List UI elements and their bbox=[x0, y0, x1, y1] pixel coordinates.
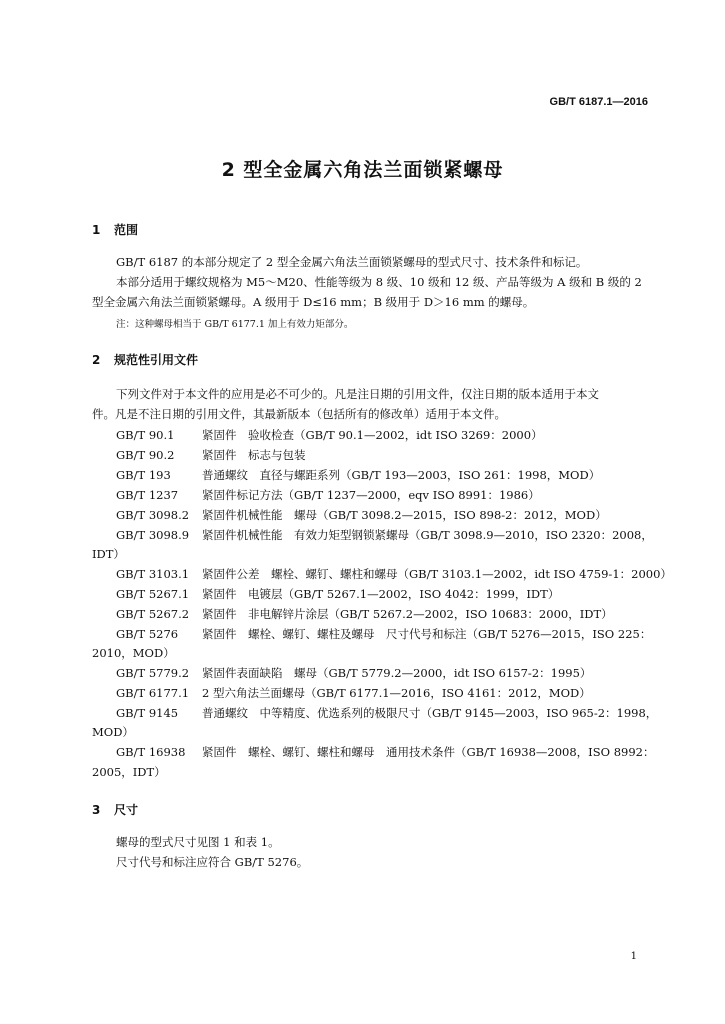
section-1-note: 注：这种螺母相当于 GB/T 6177.1 加上有效力矩部分。 bbox=[116, 319, 354, 330]
reference-3 bbox=[116, 487, 540, 503]
reference-text: 紧固件机械性能 有效力矩型钢锁紧螺母（GB/T 3098.9—2010，ISO 2320：2008， bbox=[202, 528, 653, 542]
reference-code: GB/T 16938 bbox=[116, 745, 186, 759]
reference-5-continuation: IDT） bbox=[92, 547, 125, 561]
section-1-paragraph-1: GB/T 6187 的本部分规定了 2 型全金属六角法兰面锁紧螺母的型式尺寸、技术条件和标记。 bbox=[116, 255, 588, 269]
reference-code: GB/T 193 bbox=[116, 468, 171, 482]
section-3-heading bbox=[92, 801, 138, 818]
section-3-title: 尺寸 bbox=[114, 803, 139, 817]
reference-code: GB/T 6177.1 bbox=[116, 686, 190, 700]
reference-13 bbox=[116, 744, 654, 760]
reference-text: 2 型六角法兰面螺母（GB/T 6177.1—2016，ISO 4161：2012，MOD） bbox=[202, 686, 591, 700]
reference-code: GB/T 9145 bbox=[116, 706, 179, 720]
reference-9 bbox=[116, 626, 651, 642]
reference-code: GB/T 5267.1 bbox=[116, 587, 190, 601]
document-title: 2 型全金属六角法兰面锁紧螺母 bbox=[221, 159, 504, 181]
page-number: 1 bbox=[630, 951, 637, 962]
reference-code: GB/T 5267.2 bbox=[116, 607, 190, 621]
reference-code: GB/T 3098.9 bbox=[116, 528, 190, 542]
reference-text: 紧固件 非电解锌片涂层（GB/T 5267.2—2002，ISO 10683：2000，IDT） bbox=[202, 607, 613, 621]
section-1-paragraph-2-line-1: 本部分适用于螺纹规格为 M5～M20、性能等级为 8 级、10 级和 12 级、产品等级为 A 级和 B 级的 2 bbox=[116, 275, 642, 289]
reference-12-continuation: MOD） bbox=[92, 725, 134, 739]
reference-10 bbox=[116, 665, 591, 681]
reference-1 bbox=[116, 447, 306, 463]
standard-number: GB/T 6187.1—2016 bbox=[549, 96, 648, 108]
reference-text: 紧固件标记方法（GB/T 1237—2000，eqv ISO 8991：1986） bbox=[202, 488, 540, 502]
reference-code: GB/T 3103.1 bbox=[116, 567, 190, 581]
reference-text: 普通螺纹 中等精度、优选系列的极限尺寸（GB/T 9145—2003，ISO 965-2：1998， bbox=[202, 706, 658, 720]
reference-code: GB/T 1237 bbox=[116, 488, 179, 502]
section-2-intro-line-1: 下列文件对于本文件的应用是必不可少的。凡是注日期的引用文件，仅注日期的版本适用于本文 bbox=[116, 387, 599, 401]
reference-text: 紧固件 螺栓、螺钉、螺柱和螺母 通用技术条件（GB/T 16938—2008，ISO 8992： bbox=[202, 745, 655, 759]
reference-code: GB/T 90.2 bbox=[116, 448, 175, 462]
section-1-paragraph-2-line-2: 型全金属六角法兰面锁紧螺母。A 级用于 D≤16 mm；B 级用于 D＞16 mm 的螺母。 bbox=[92, 295, 535, 309]
reference-text: 紧固件表面缺陷 螺母（GB/T 5779.2—2000，idt ISO 6157-2：1995） bbox=[202, 666, 592, 680]
reference-code: GB/T 90.1 bbox=[116, 428, 175, 442]
reference-12 bbox=[116, 705, 657, 721]
reference-text: 紧固件公差 螺栓、螺钉、螺柱和螺母（GB/T 3103.1—2002，idt ISO 4759-1：2000） bbox=[202, 567, 672, 581]
section-2-number: 2 bbox=[92, 353, 101, 367]
reference-text: 普通螺纹 直径与螺距系列（GB/T 193—2003，ISO 261：1998，MOD） bbox=[202, 468, 601, 482]
reference-code: GB/T 3098.2 bbox=[116, 508, 190, 522]
section-1-number: 1 bbox=[92, 223, 101, 237]
reference-6 bbox=[116, 566, 672, 582]
section-2-intro-line-2: 件。凡是不注日期的引用文件，其最新版本（包括所有的修改单）适用于本文件。 bbox=[92, 407, 506, 421]
section-3-number: 3 bbox=[92, 803, 101, 817]
reference-8 bbox=[116, 606, 613, 622]
reference-code: GB/T 5779.2 bbox=[116, 666, 190, 680]
reference-text: 紧固件 螺栓、螺钉、螺柱及螺母 尺寸代号和标注（GB/T 5276—2015，ISO 225： bbox=[202, 627, 652, 641]
reference-code: GB/T 5276 bbox=[116, 627, 179, 641]
section-1-title: 范围 bbox=[114, 223, 139, 237]
reference-text: 紧固件机械性能 螺母（GB/T 3098.2—2015，ISO 898-2：2012，MOD） bbox=[202, 508, 607, 522]
section-1-heading bbox=[92, 221, 138, 238]
reference-7 bbox=[116, 586, 559, 602]
reference-2 bbox=[116, 467, 600, 483]
reference-11 bbox=[116, 685, 591, 701]
reference-text: 紧固件 电镀层（GB/T 5267.1—2002，ISO 4042：1999，IDT） bbox=[202, 587, 560, 601]
section-2-title: 规范性引用文件 bbox=[114, 353, 199, 367]
section-3-line-1: 螺母的型式尺寸见图 1 和表 1。 bbox=[116, 835, 280, 849]
reference-4 bbox=[116, 507, 607, 523]
reference-13-continuation: 2005，IDT） bbox=[92, 765, 166, 779]
reference-text: 紧固件 标志与包装 bbox=[202, 448, 306, 462]
reference-text: 紧固件 验收检查（GB/T 90.1—2002，idt ISO 3269：2000） bbox=[202, 428, 543, 442]
reference-0 bbox=[116, 427, 543, 443]
reference-5 bbox=[116, 527, 653, 543]
section-3-line-2: 尺寸代号和标注应符合 GB/T 5276。 bbox=[116, 855, 309, 869]
reference-9-continuation: 2010，MOD） bbox=[92, 646, 175, 660]
section-2-heading bbox=[92, 351, 198, 368]
